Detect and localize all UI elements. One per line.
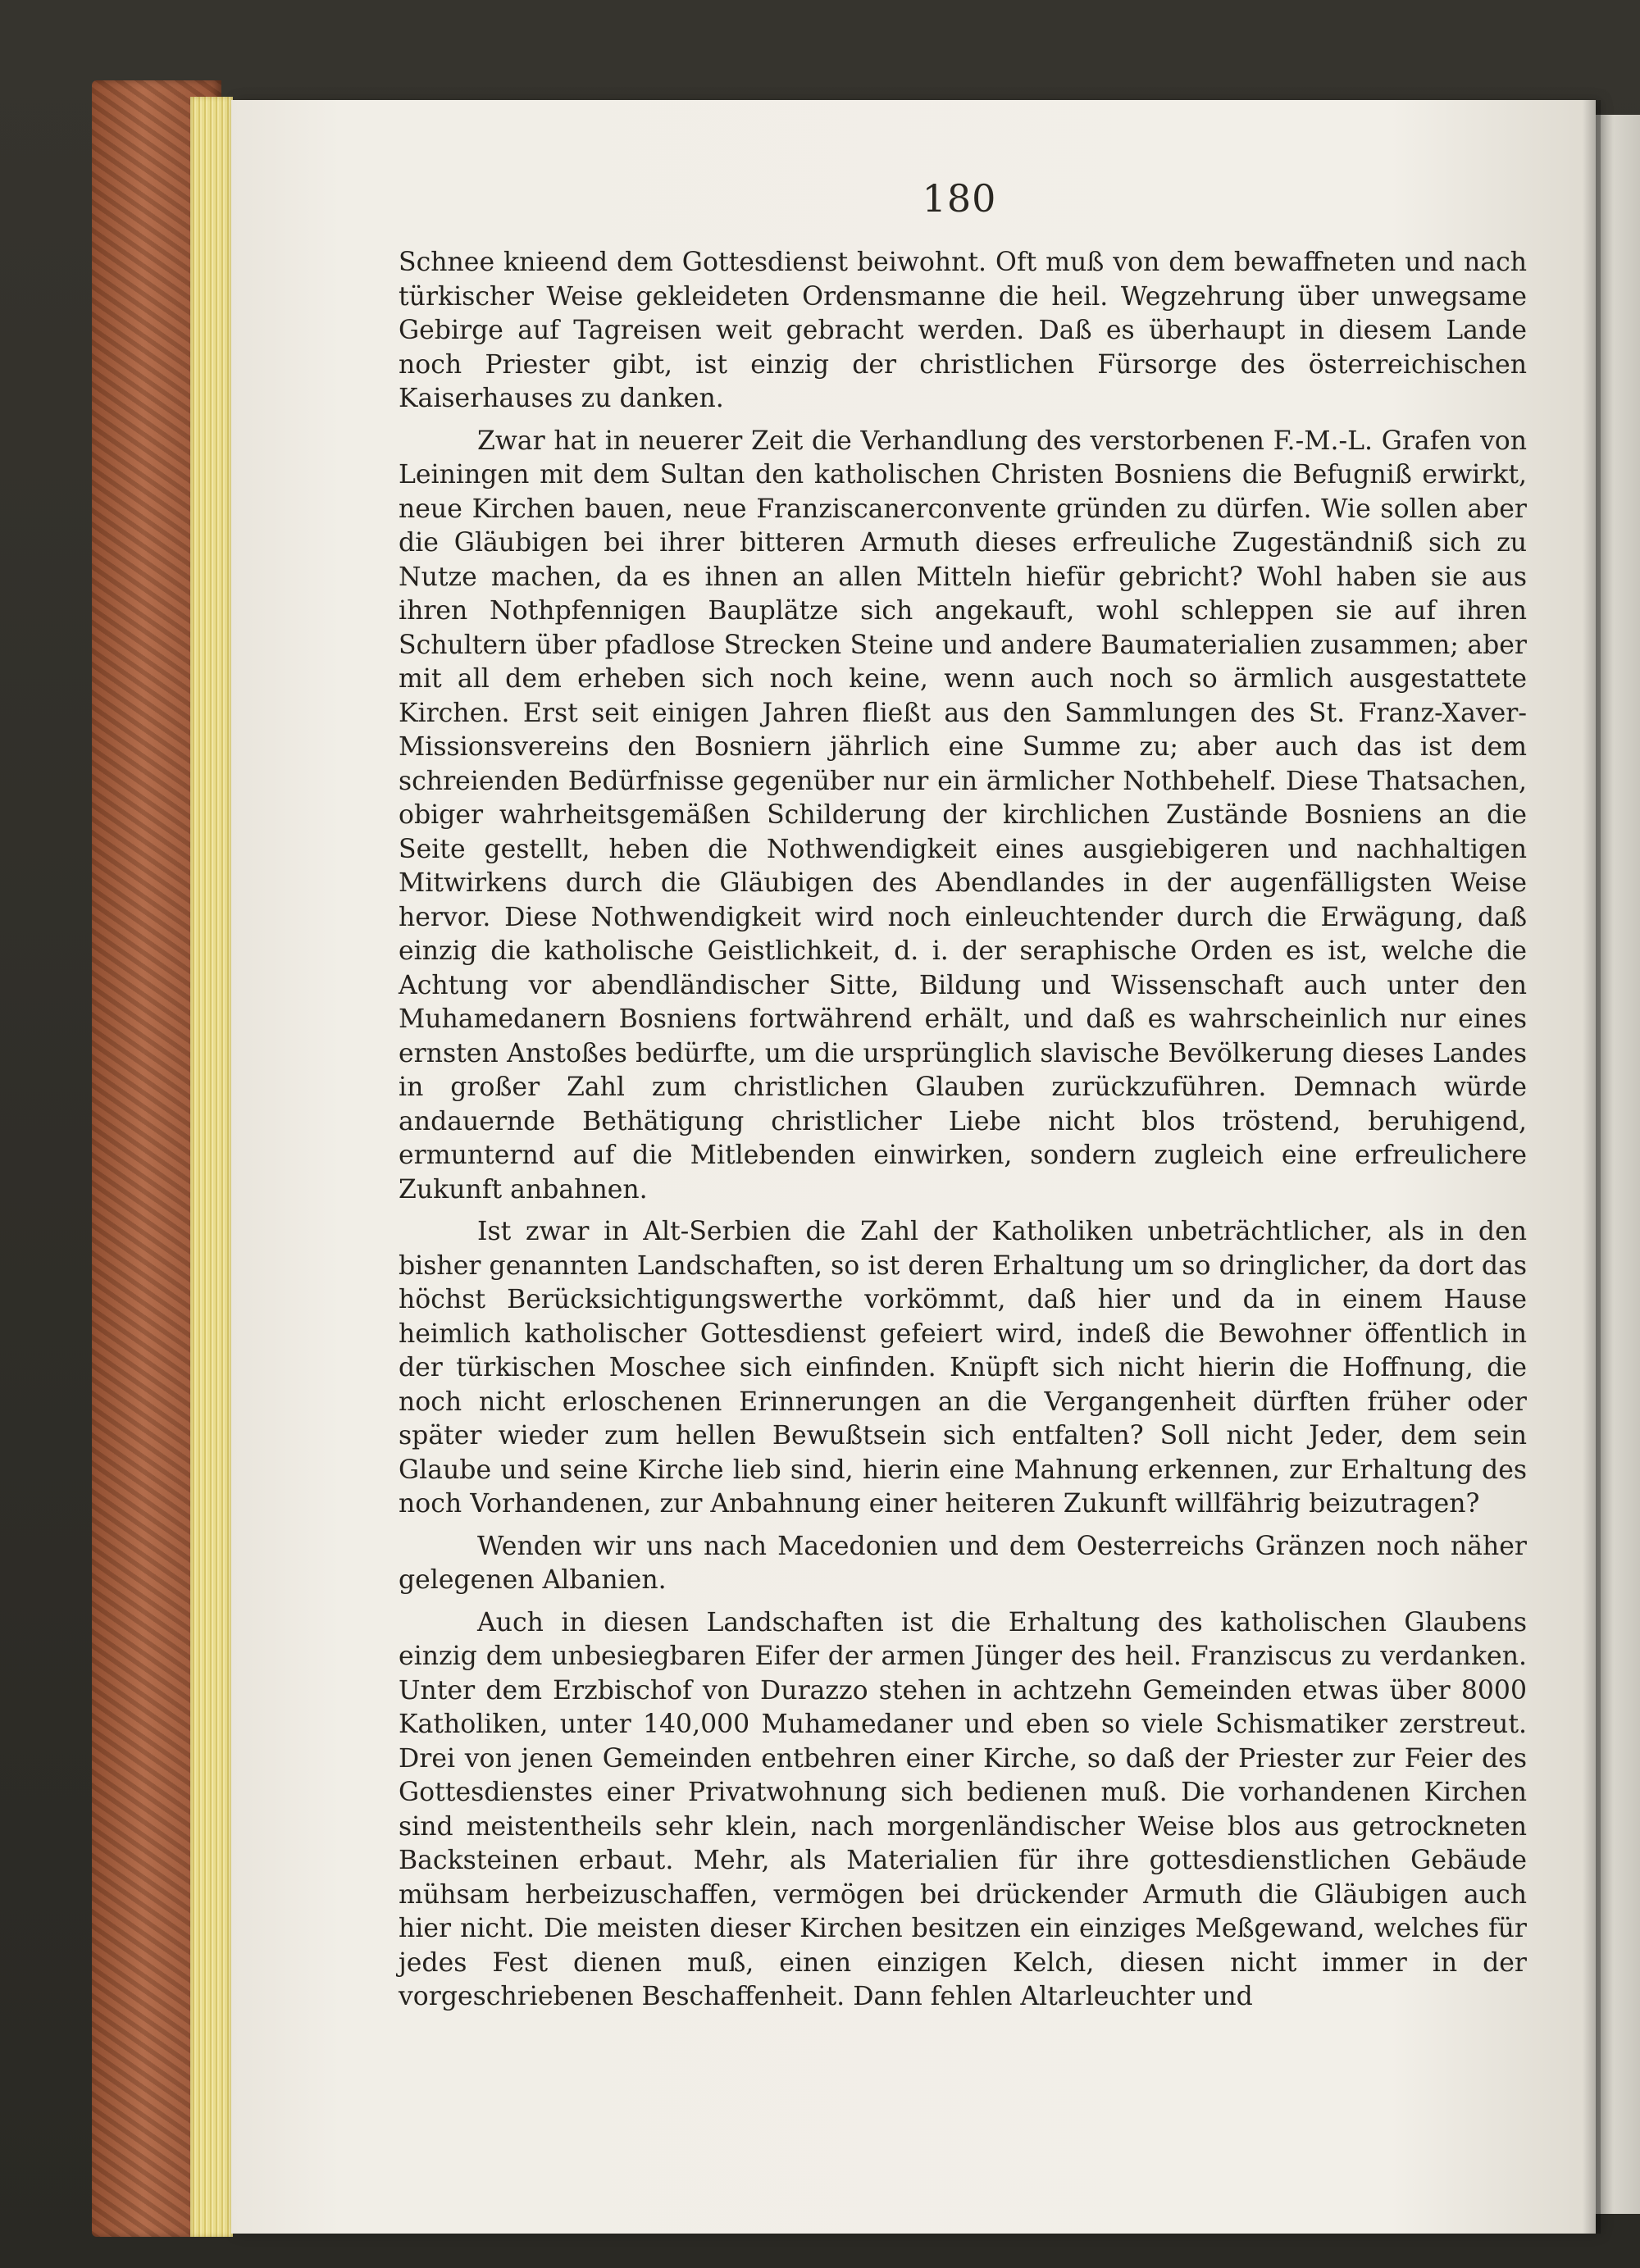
facing-page-edge xyxy=(1596,115,1640,2214)
paragraph: Zwar hat in neuerer Zeit die Verhandlung des verstorbenen F.-M.-L. Grafen von Leiningen mit dem Sultan den katholischen Christen Bosniens die Befugniß erwirkt, neue Kirchen bauen, neue Franziscanerconvente gründen zu dürfen. Wie sollen aber die Gläubigen bei ihrer bitteren Armuth dieses erfreuliche Zugeständniß sich zu Nutze machen, da es ihnen an allen Mitteln hiefür gebricht? Wohl haben sie aus ihren Nothpfennigen Bauplätze sich angekauft, wohl schleppen sie auf ihren Schultern über pfadlose Strecken Steine und andere Baumaterialien zusammen; aber mit all dem erheben sich noch keine, wenn auch noch so ärmlich ausgestattete Kirchen. Erst seit einigen Jahren fließt aus den Sammlungen des St. Franz-Xaver-Missionsvereins den Bosniern jährlich eine Summe zu; aber auch das ist dem schreienden Bedürfnisse gegenüber nur ein ärmlicher Nothbehelf. Diese Thatsachen, obiger wahrheitsgemäßen Schilderung der kirchlichen Zustände Bosniens an die Seite gestellt, heben die Nothwendigkeit eines ausgiebigeren und nachhaltigen Mitwirkens durch die Gläubigen des Abendlandes in der augenfälligsten Weise hervor. Diese Nothwendigkeit wird noch einleuchtender durch die Erwägung, daß einzig die katholische Geistlichkeit, d. i. der seraphische Orden es ist, welche die Achtung vor abendländischer Sitte, Bildung und Wissenschaft auch unter den Muhamedanern Bosniens fortwährend erhält, und daß es wahrscheinlich nur eines ernsten Anstoßes bedürfte, um die ursprünglich slavische Bevölkerung dieses Landes in großer Zahl zum christlichen Glauben zurückzuführen. Demnach würde andauernde Bethätigung christlicher Liebe nicht blos tröstend, beruhigend, ermunternd auf die Mitlebenden einwirken, sondern zugleich eine erfreulichere Zukunft anbahnen. xyxy=(399,426,1527,1205)
paragraph: Ist zwar in Alt-Serbien die Zahl der Katholiken unbeträchtlicher, als in den bisher genannten Landschaften, so ist deren Erhaltung um so dringlicher, da dort das höchst Berücksichtigungswerthe vorkömmt, daß hier und da in einem Hause heimlich katholischer Gottesdienst gefeiert wird, indeß die Bewohner öffentlich in der türkischen Moschee sich einfinden. Knüpft sich nicht hierin die Hoffnung, die noch nicht erloschenen Erinnerungen an die Vergangenheit dürften früher oder später wieder zum hellen Bewußtsein sich entfalten? Soll nicht Jeder, dem sein Glaube und seine Kirche lieb sind, hierin eine Mahnung erkennen, zur Erhaltung des noch Vorhandenen, zur Anbahnung einer heiteren Zukunft willfährig beizutragen? xyxy=(399,1217,1527,1519)
page-edges xyxy=(190,97,233,2237)
page-gutter-shadow xyxy=(1583,100,1601,2234)
paragraph: Auch in diesen Landschaften ist die Erhaltung des katholischen Glaubens einzig dem unbesiegbaren Eifer der armen Jünger des heil. Franziscus zu verdanken. Unter dem Erzbischof von Durazzo stehen in achtzehn Gemeinden etwas über 8000 Katholiken, unter 140,000 Muhamedaner und eben so viele Schismatiker zerstreut. Drei von jenen Gemeinden entbehren einer Kirche, so daß der Priester zur Feier des Gottesdienstes einer Privatwohnung sich bedienen muß. Die vorhandenen Kirchen sind meistentheils sehr klein, nach morgenländischer Weise blos aus getrockneten Backsteinen erbaut. Mehr, als Materialien für ihre gottesdienstlichen Gebäude mühsam herbeizuschaffen, vermögen bei drückender Armuth die Gläubigen auch hier nicht. Die meisten dieser Kirchen besitzen ein einziges Meßgewand, welches für jedes Fest dienen muß, einen einzigen Kelch, diesen nicht immer in der vorgeschriebenen Beschaffenheit. Dann fehlen Altarleuchter und xyxy=(399,1607,1527,2011)
body-text xyxy=(399,246,1527,2015)
paragraph: Wenden wir uns nach Macedonien und dem Oesterreichs Gränzen noch näher gelegenen Albanien. xyxy=(399,1531,1527,1595)
page-number: 180 xyxy=(922,176,997,221)
paragraph: Schnee knieend dem Gottesdienst beiwohnt. Oft muß von dem bewaffneten und nach türkischer Weise gekleideten Ordensmanne die heil. Wegzehrung über unwegsame Gebirge auf Tagreisen weit gebracht werden. Daß es überhaupt in diesem Lande noch Priester gibt, ist einzig der christlichen Fürsorge des österreichischen Kaiserhauses zu danken. xyxy=(399,248,1527,413)
